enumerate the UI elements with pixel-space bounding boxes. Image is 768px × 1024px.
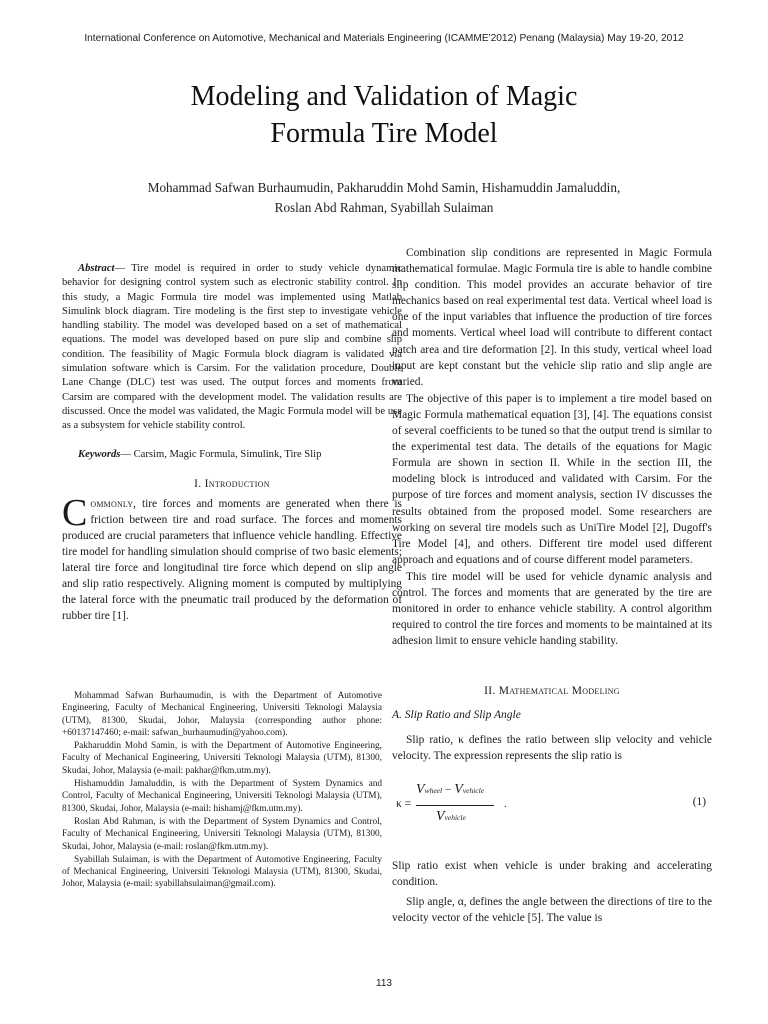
- right-column: [392, 245, 712, 927]
- footnote-author-2: Pakharuddin Mohd Samin, is with the Department of Automotive Engineering, Faculty of Mechanical Engineering, Universiti Teknologi Malaysia (UTM), 81300, Skudai, Johor, Malaysia (e-mail: pakhar@fkm.utm.my).: [62, 741, 382, 776]
- section-heading-introduction: I. Introduction: [194, 477, 270, 490]
- title-line-1: Modeling and Validation of Magic: [190, 81, 578, 112]
- paragraph-slip-angle: Slip angle, α, defines the angle between the directions of tire to the velocity vector of the vehicle [5]. The value is: [392, 895, 712, 924]
- abstract-text: Tire model is required in order to study vehicle dynamic behavior for designing control system such as electronic stability control. In this study, a Magic Formula tire model was implemented using Matlab Simulink block diagram. Tire modeling is the first step to investigate vehicle handling stability. The model was developed based on a set of mathematical equations. The model was developed based on pure slip and combine slip condition. The feasibility of Magic Formula block diagram is validated via simulation software which is Carsim. For the validation procedure, Double Lane Change (DLC) test was used. The output forces and moments from Carsim are compared with the development model. The validation results are discussed. Once the model was validated, the Magic Formula model will be use as a subsystem for vehicle stability control.: [62, 263, 402, 432]
- author-list: [94, 178, 674, 218]
- paragraph-combination-slip: Combination slip conditions are represented in Magic Formula mathematical formulae. Magic Formula tire is able to handle combine slip condition. This model provides an accurate behavior of tire mechanics based on real experimental test data. Vertical wheel load is one of the input variables that influence the production of tire forces and moments. Vertical wheel load will contribute to different contact patch area and tire deformation [2]. In this study, vertical wheel load input are kept constant but the vehicle slip ratio and slip angle are varied.: [392, 247, 712, 388]
- subsection-heading-slip: A. Slip Ratio and Slip Angle: [392, 709, 521, 722]
- keywords-label: Keywords: [78, 448, 121, 460]
- introduction-text: tire forces and moments are generated when there is friction between tire and road surface. The forces and moments produced are crucial parameters that influence vehicle handling. Effective tire model for handling simulation should comprise of two basic elements; lateral tire force and longitudinal tire force which depend on slip angle and slip ratio respectively. Aligning moment is computed by multiplying the lateral force with the pneumatic trail produced by the deformation of rubber tire [1].: [62, 497, 402, 622]
- keywords-text: — Carsim, Magic Formula, Simulink, Tire Slip: [120, 448, 322, 460]
- drop-cap-word: ommonly,: [90, 497, 137, 510]
- footnote-author-5: Syabillah Sulaiman, is with the Department of Automotive Engineering, Faculty of Mechanical Engineering, Universiti Teknologi Malaysia (UTM), 81300, Skudai, Johor, Malaysia (e-mail: syabillahsulaiman@gmail.com).: [62, 854, 382, 890]
- conference-header: International Conference on Automotive, Mechanical and Materials Engineering (ICAMME'2012) Penang (Malaysia) May 19-20, 2012: [84, 33, 684, 44]
- equation-period: .: [504, 797, 507, 810]
- equation-denominator: Vvehicle: [436, 808, 466, 824]
- section-heading-mathematical-modeling: II. Mathematical Modeling: [484, 685, 620, 698]
- paragraph-objective: The objective of this paper is to implement a tire model based on Magic Formula mathematical equation [3], [4]. The equations consist of several coefficients to be tuned so that the output trend is similar to the experimental test data. The details of the equations for Magic Formula are shown in section II. While in the section III, the modeling block is introduced and validated with Carsim. For the purpose of tire forces and moment analysis, section IV discusses the results obtained from the proposed model. Some researchers are working on several tire models such as UniTire Model [2], Dugoff's Tire Model [4], and others. Different tire model used different approach and equations and of course different model parameters.: [392, 392, 712, 566]
- footnote-author-4: Roslan Abd Rahman, is with the Department of System Dynamics and Control, Faculty of Mechanical Engineering, Universiti Teknologi Malaysia (UTM), 81300, Skudai, Johor, Malaysia (e-mail: roslan@fkm.utm.my).: [62, 816, 382, 852]
- equation-numerator: Vwheel − Vvehicle: [416, 781, 485, 797]
- footnote-author-3: Hishamuddin Jamaluddin, is with the Department of System Dynamics and Control, Faculty of Mechanical Engineering, Universiti Teknologi Malaysia (UTM), 81300, Skudai, Johor, Malaysia (e-mail: hishamj@fkm.utm.my).: [62, 779, 382, 814]
- paragraph-vehicle-dynamics: This tire model will be used for vehicle dynamic analysis and control. The forces and moments that are generated by the tire are monitored in order to enhance vehicle stability. A control algorithm required to control the tire forces and moments to be maintained at its adhesion limit to ensure vehicle handing stability.: [392, 570, 712, 648]
- fraction-bar: [416, 805, 494, 806]
- authors-line-2: Roslan Abd Rahman, Syabillah Sulaiman: [274, 200, 494, 215]
- keywords: [62, 448, 402, 462]
- introduction-body: [62, 491, 402, 624]
- page-number: 113: [376, 978, 392, 989]
- abstract: [62, 262, 402, 434]
- abstract-label: Abstract: [78, 263, 115, 274]
- equation-number: (1): [692, 795, 706, 808]
- title-line-2: Formula Tire Model: [270, 118, 498, 149]
- paragraph-slip-ratio-condition: Slip ratio exist when vehicle is under braking and accelerating condition.: [392, 859, 712, 888]
- equation-kappa: κ =: [396, 797, 412, 810]
- introduction-paragraph: [62, 491, 402, 624]
- left-column: [62, 262, 402, 624]
- abstract-dash: —: [114, 263, 132, 274]
- authors-line-1: Mohammad Safwan Burhaumudin, Pakharuddin Mohd Samin, Hishamuddin Jamaluddin,: [147, 180, 621, 195]
- paragraph-slip-ratio: Slip ratio, κ defines the ratio between slip velocity and vehicle velocity. The expression represents the slip ratio is: [392, 733, 712, 762]
- author-footnotes: [62, 690, 382, 892]
- drop-cap: C: [62, 491, 88, 534]
- paper-title: [84, 78, 684, 152]
- equation-slip-ratio: [392, 782, 712, 834]
- footnote-author-1: Mohammad Safwan Burhaumudin, is with the Department of Automotive Engineering, Faculty of Mechanical Engineering, Universiti Teknologi Malaysia (UTM), 81300, Skudai, Johor, Malaysia (corresponding author phone: +60137147460; e-mail: safwan_burhaumudin@yahoo.com).: [62, 691, 382, 738]
